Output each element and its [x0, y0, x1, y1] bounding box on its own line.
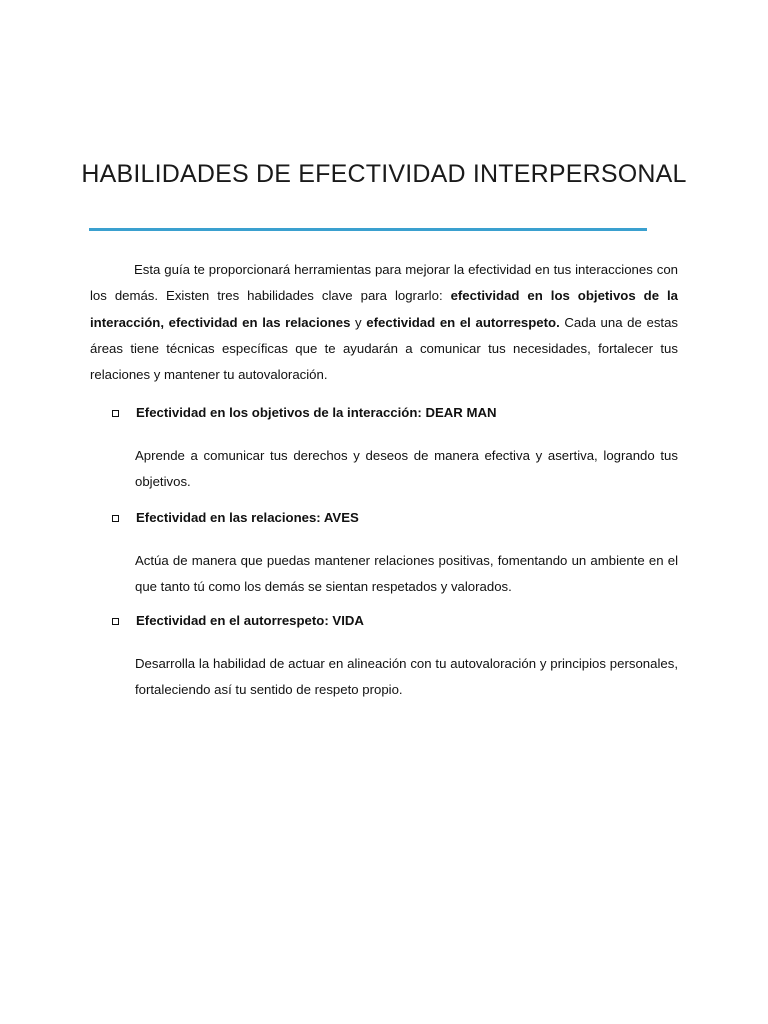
list-item-description: Desarrolla la habilidad de actuar en alineación con tu autovaloración y principios personales, fortaleciendo así tu sentido de respeto propio.: [135, 656, 678, 698]
page-title: HABILIDADES DE EFECTIVIDAD INTERPERSONAL: [81, 160, 687, 188]
list-item-heading: [110, 508, 678, 528]
title-underline-divider: [89, 228, 647, 231]
list-item-dear-man: [110, 403, 678, 496]
list-item-vida: [110, 611, 678, 704]
list-item-description: Aprende a comunicar tus derechos y deseos de manera efectiva y asertiva, logrando tus objetivos.: [135, 448, 678, 490]
intro-text-1: Esta guía te proporcionará herramientas para mejorar la efectividad en tus interacciones con los demás. Existen tres habilidades clave para lograrlo:: [90, 262, 678, 304]
list-item-heading: [110, 611, 678, 631]
list-item-aves: [110, 508, 678, 601]
list-item-description: Actúa de manera que puedas mantener relaciones positivas, fomentando un ambiente en el que tanto tú como los demás se sientan respetados y valorados.: [135, 553, 678, 595]
square-bullet-icon: [112, 410, 119, 417]
list-item-heading-text: Efectividad en el autorrespeto: VIDA: [136, 613, 364, 628]
intro-bold-1: efectividad en los objetivos de la interacción, efectividad en las relaciones: [90, 288, 678, 330]
square-bullet-icon: [112, 515, 119, 522]
intro-text-2: y: [350, 314, 367, 330]
square-bullet-icon: [112, 618, 119, 625]
intro-text-3: Cada una de estas áreas tiene técnicas específicas que te ayudarán a comunicar tus necesidades, fortalecer tus relaciones y mantener tu autovaloración.: [90, 314, 679, 383]
list-item-heading-text: Efectividad en los objetivos de la interacción: DEAR MAN: [136, 405, 497, 420]
intro-paragraph: [90, 257, 678, 388]
list-item-heading: [110, 403, 678, 423]
intro-bold-2: efectividad en el autorrespeto.: [366, 314, 560, 330]
list-item-heading-text: Efectividad en las relaciones: AVES: [136, 510, 359, 525]
